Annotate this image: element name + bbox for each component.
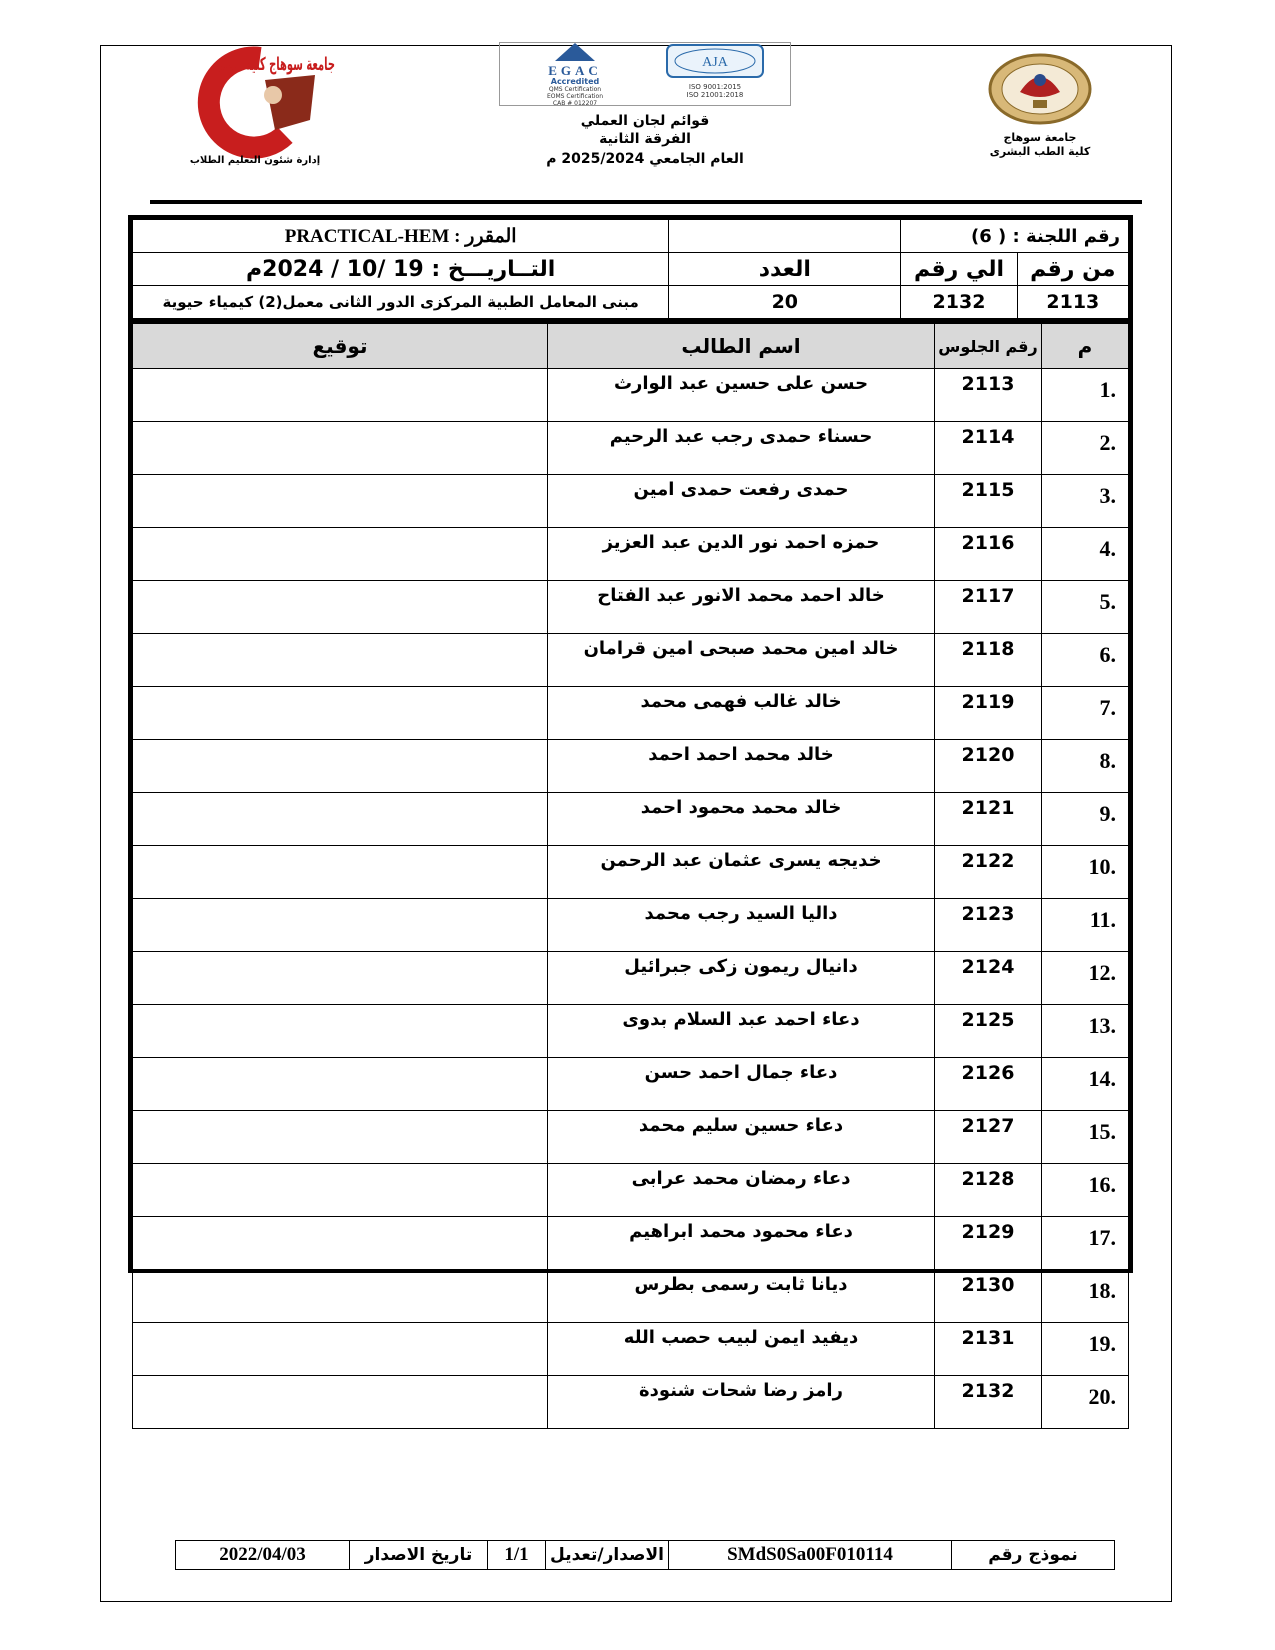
signature-cell bbox=[133, 899, 548, 952]
seat-number: 2124 bbox=[935, 952, 1042, 1005]
row-number: .3 bbox=[1042, 475, 1129, 528]
faculty-name: كلية الطب البشرى bbox=[989, 145, 1091, 158]
seat-number: 2122 bbox=[935, 846, 1042, 899]
to-label: الي رقم bbox=[901, 253, 1017, 286]
version-label: الاصدار/تعديل bbox=[546, 1541, 669, 1570]
row-number: .5 bbox=[1042, 581, 1129, 634]
egac-icon bbox=[555, 43, 595, 61]
committee-number: رقم اللجنة : ( 6) bbox=[901, 220, 1129, 253]
committee-sheet bbox=[128, 215, 1133, 1409]
table-row bbox=[133, 1005, 1129, 1058]
seat-number: 2131 bbox=[935, 1323, 1042, 1376]
issue-date-value: 2022/04/03 bbox=[176, 1541, 350, 1570]
table-row bbox=[133, 581, 1129, 634]
issue-date-label: تاريخ الاصدار bbox=[350, 1541, 488, 1570]
signature-cell bbox=[133, 740, 548, 793]
signature-cell bbox=[133, 1164, 548, 1217]
signature-cell bbox=[133, 581, 548, 634]
table-row bbox=[133, 1376, 1129, 1429]
student-name: دعاء احمد عبد السلام بدوى bbox=[548, 1005, 935, 1058]
students-table-body bbox=[133, 369, 1129, 1429]
student-name: حسناء حمدى رجب عبد الرحيم bbox=[548, 422, 935, 475]
column-header-number: م bbox=[1042, 324, 1129, 369]
row-number: .6 bbox=[1042, 634, 1129, 687]
table-row bbox=[133, 1058, 1129, 1111]
count-label: العدد bbox=[669, 253, 901, 286]
seat-number: 2117 bbox=[935, 581, 1042, 634]
student-name: خالد احمد محمد الانور عبد الفتاح bbox=[548, 581, 935, 634]
certification-logos bbox=[499, 42, 791, 106]
signature-cell bbox=[133, 422, 548, 475]
count-value: 20 bbox=[669, 286, 901, 319]
student-name: رامز رضا شحات شنودة bbox=[548, 1376, 935, 1429]
table-row bbox=[133, 369, 1129, 422]
row-number: .12 bbox=[1042, 952, 1129, 1005]
student-name: دعاء رمضان محمد عرابى bbox=[548, 1164, 935, 1217]
version-value: 1/1 bbox=[488, 1541, 546, 1570]
signature-cell bbox=[133, 1270, 548, 1323]
seat-number: 2128 bbox=[935, 1164, 1042, 1217]
row-number: .14 bbox=[1042, 1058, 1129, 1111]
signature-cell bbox=[133, 1376, 548, 1429]
student-name: خالد محمد احمد احمد bbox=[548, 740, 935, 793]
table-row bbox=[133, 952, 1129, 1005]
from-value: 2113 bbox=[1017, 286, 1128, 319]
empty-cell bbox=[669, 220, 901, 253]
title-line-3: العام الجامعي 2025/2024 م bbox=[546, 151, 744, 167]
row-number: .10 bbox=[1042, 846, 1129, 899]
university-name: جامعة سوهاج bbox=[1003, 131, 1077, 144]
title-line-1: قوائم لجان العملي bbox=[580, 113, 710, 129]
course-name: المقرر : PRACTICAL-HEM bbox=[133, 220, 669, 253]
faculty-emblem-logo bbox=[985, 52, 1095, 127]
seat-number: 2127 bbox=[935, 1111, 1042, 1164]
form-footer bbox=[175, 1540, 1115, 1570]
row-number: .8 bbox=[1042, 740, 1129, 793]
table-row bbox=[133, 528, 1129, 581]
column-header-seat: رقم الجلوس bbox=[935, 324, 1042, 369]
student-name: دعاء محمود محمد ابراهيم bbox=[548, 1217, 935, 1270]
student-name: حمزه احمد نور الدين عبد العزيز bbox=[548, 528, 935, 581]
students-affairs-caption: إدارة شئون التعليم الطلاب bbox=[189, 155, 321, 166]
aja-logo: AJA ISO 9001:2015 ISO 21001:2018 bbox=[645, 43, 785, 105]
column-header-name: اسم الطالب bbox=[548, 324, 935, 369]
faculty-logo-block bbox=[160, 50, 350, 168]
row-number: .11 bbox=[1042, 899, 1129, 952]
seat-number: 2115 bbox=[935, 475, 1042, 528]
row-number: .16 bbox=[1042, 1164, 1129, 1217]
table-row bbox=[133, 899, 1129, 952]
seat-number: 2116 bbox=[935, 528, 1042, 581]
row-number: .15 bbox=[1042, 1111, 1129, 1164]
seat-number: 2129 bbox=[935, 1217, 1042, 1270]
signature-cell bbox=[133, 369, 548, 422]
header-center bbox=[495, 42, 795, 170]
row-number: .19 bbox=[1042, 1323, 1129, 1376]
signature-cell bbox=[133, 634, 548, 687]
signature-cell bbox=[133, 1323, 548, 1376]
faculty-emblem-block bbox=[975, 52, 1105, 159]
row-number: .18 bbox=[1042, 1270, 1129, 1323]
table-row bbox=[133, 1164, 1129, 1217]
row-number: .7 bbox=[1042, 687, 1129, 740]
row-number: .13 bbox=[1042, 1005, 1129, 1058]
signature-cell bbox=[133, 1111, 548, 1164]
signature-cell bbox=[133, 793, 548, 846]
table-row bbox=[133, 740, 1129, 793]
title-line-2: الفرقة الثانية bbox=[599, 131, 691, 147]
signature-cell bbox=[133, 687, 548, 740]
svg-text:جامعة سوهاج كلية الطب: جامعة سوهاج كلية الطب bbox=[215, 54, 335, 75]
row-number: .17 bbox=[1042, 1217, 1129, 1270]
signature-cell bbox=[133, 528, 548, 581]
committee-info-table bbox=[132, 219, 1129, 319]
seat-number: 2121 bbox=[935, 793, 1042, 846]
student-name: دعاء حسين سليم محمد bbox=[548, 1111, 935, 1164]
svg-text:AJA: AJA bbox=[702, 55, 728, 70]
student-name: خالد امين محمد صبحى امين قرامان bbox=[548, 634, 935, 687]
signature-cell bbox=[133, 1005, 548, 1058]
student-name: حمدى رفعت حمدى امين bbox=[548, 475, 935, 528]
to-value: 2132 bbox=[901, 286, 1017, 319]
row-number: .4 bbox=[1042, 528, 1129, 581]
table-row bbox=[133, 1217, 1129, 1270]
aja-globe-icon bbox=[665, 43, 765, 79]
student-name: داليا السيد رجب محمد bbox=[548, 899, 935, 952]
table-row bbox=[133, 1111, 1129, 1164]
seat-number: 2119 bbox=[935, 687, 1042, 740]
row-number: .1 bbox=[1042, 369, 1129, 422]
seat-number: 2114 bbox=[935, 422, 1042, 475]
seat-number: 2118 bbox=[935, 634, 1042, 687]
table-row bbox=[133, 1270, 1129, 1323]
seat-number: 2113 bbox=[935, 369, 1042, 422]
student-name: دعاء جمال احمد حسن bbox=[548, 1058, 935, 1111]
student-name: خالد محمد محمود احمد bbox=[548, 793, 935, 846]
column-header-signature: توقيع bbox=[133, 324, 548, 369]
student-name: خديجه يسرى عثمان عبد الرحمن bbox=[548, 846, 935, 899]
row-number: .2 bbox=[1042, 422, 1129, 475]
student-name: ديانا ثابت رسمى بطرس bbox=[548, 1270, 935, 1323]
signature-cell bbox=[133, 475, 548, 528]
signature-cell bbox=[133, 1058, 548, 1111]
row-number: .20 bbox=[1042, 1376, 1129, 1429]
seat-number: 2130 bbox=[935, 1270, 1042, 1323]
header-rule bbox=[150, 200, 1142, 204]
egac-logo: EGAC Accredited QMS Certification EOMS Certification CAB # 012207 bbox=[505, 43, 645, 105]
seat-number: 2120 bbox=[935, 740, 1042, 793]
faculty-of-medicine-logo bbox=[165, 50, 345, 150]
student-name: حسن على حسين عبد الوارث bbox=[548, 369, 935, 422]
document-title bbox=[495, 110, 795, 170]
table-row bbox=[133, 634, 1129, 687]
table-row bbox=[133, 687, 1129, 740]
signature-cell bbox=[133, 1217, 548, 1270]
student-name: دانيال ريمون زكى جبرائيل bbox=[548, 952, 935, 1005]
seat-number: 2123 bbox=[935, 899, 1042, 952]
students-table bbox=[132, 323, 1129, 1429]
signature-cell bbox=[133, 952, 548, 1005]
table-row bbox=[133, 793, 1129, 846]
student-name: ديفيد ايمن لبيب حصب الله bbox=[548, 1323, 935, 1376]
seat-number: 2125 bbox=[935, 1005, 1042, 1058]
student-name: خالد غالب فهمى محمد bbox=[548, 687, 935, 740]
from-label: من رقم bbox=[1017, 253, 1128, 286]
exam-location: مبنى المعامل الطبية المركزى الدور الثانى معمل(2) كيمياء حيوية bbox=[133, 286, 669, 319]
table-row bbox=[133, 846, 1129, 899]
seat-number: 2132 bbox=[935, 1376, 1042, 1429]
seat-number: 2126 bbox=[935, 1058, 1042, 1111]
table-row bbox=[133, 422, 1129, 475]
row-number: .9 bbox=[1042, 793, 1129, 846]
exam-date: التــاريـــخ : 19 /10 / 2024م bbox=[133, 253, 669, 286]
table-row bbox=[133, 1323, 1129, 1376]
table-row bbox=[133, 475, 1129, 528]
form-number-label: نموذج رقم bbox=[952, 1541, 1115, 1570]
form-number-value: SMdS0Sa00F010114 bbox=[669, 1541, 952, 1570]
signature-cell bbox=[133, 846, 548, 899]
